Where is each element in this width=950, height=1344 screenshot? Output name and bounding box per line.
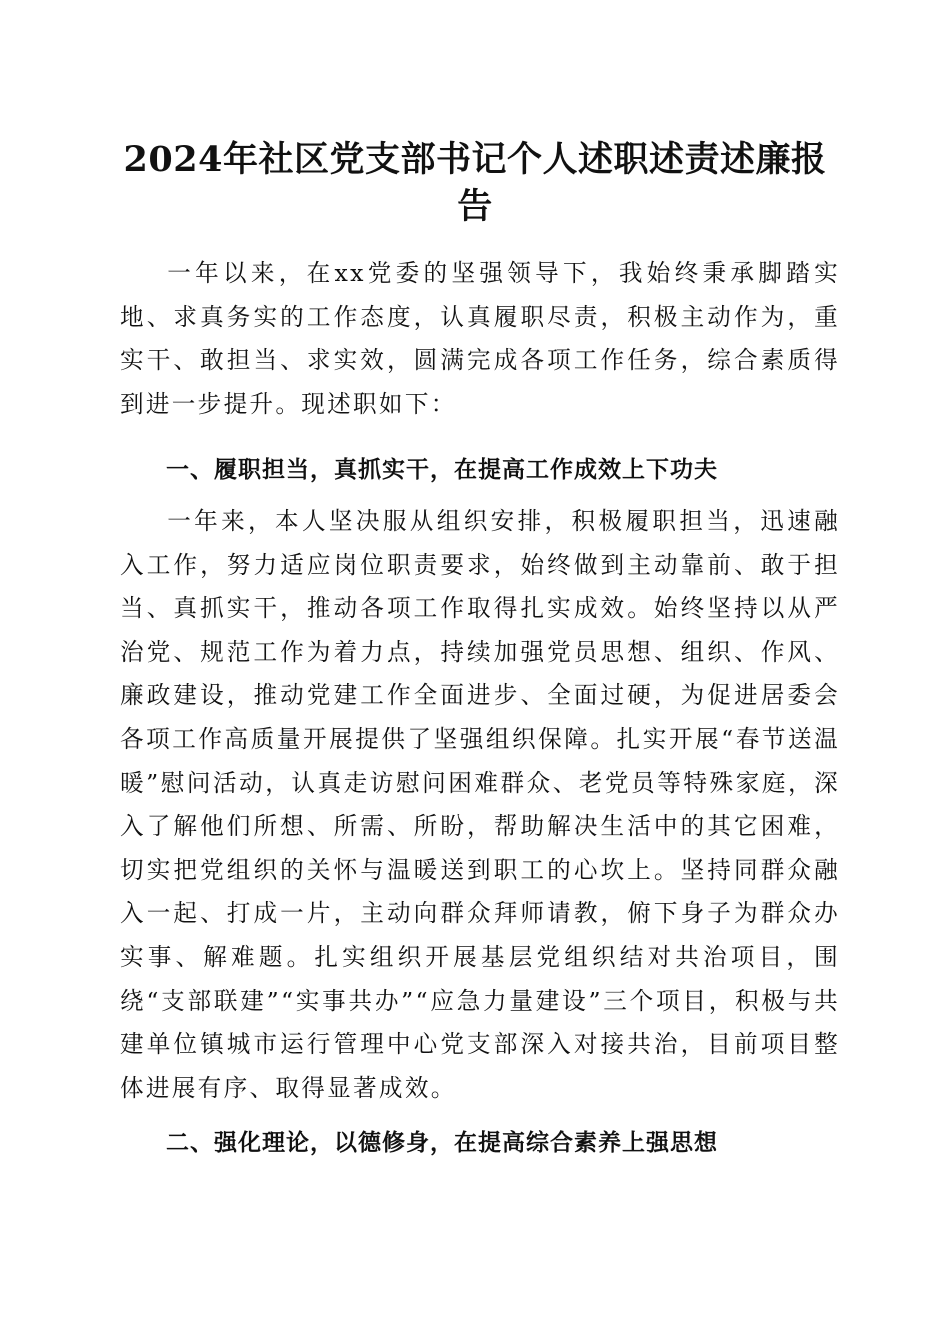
section-heading-1: 一、履职担当，真抓实干，在提高工作成效上下功夫: [166, 457, 718, 483]
section-1-paragraph: 一年来，本人坚决服从组织安排，积极履职担当，迅速融入工作，努力适应岗位职责要求，始终做到主动靠前、敢于担当、真抓实干，推动各项工作取得扎实成效。始终坚持以从严治党、规范工作为着力点，持续加强党员思想、组织、作风、廉政建设，推动党建工作全面进步、全面过硬，为促进居委会各项工作高质量开展提供了坚强组织保障。扎实开展“春节送温暖”慰问活动，认真走访慰问困难群众、老党员等特殊家庭，深入了解他们所想、所需、所盼，帮助解决生活中的其它困难，切实把党组织的关怀与温暖送到职工的心坎上。坚持同群众融入一起、打成一片，主动向群众拜师请教，俯下身子为群众办实事、解难题。扎实组织开展基层党组织结对共治项目，围绕“支部联建”“实事共办”“应急力量建设”三个项目，积极与共建单位镇城市运行管理中心党支部深入对接共治，目前项目整体进展有序、取得显著成效。: [120, 507, 840, 1102]
document-title: 2024年社区党支部书记个人述职述责述廉报告: [123, 139, 827, 227]
intro-paragraph: 一年以来，在xx党委的坚强领导下，我始终秉承脚踏实地、求真务实的工作态度，认真履职尽责，积极主动作为，重实干、敢担当、求实效，圆满完成各项工作任务，综合素质得到进一步提升。现述职如下：: [120, 259, 840, 418]
section-heading-2: 二、强化理论，以德修身，在提高综合素养上强思想: [166, 1130, 718, 1156]
